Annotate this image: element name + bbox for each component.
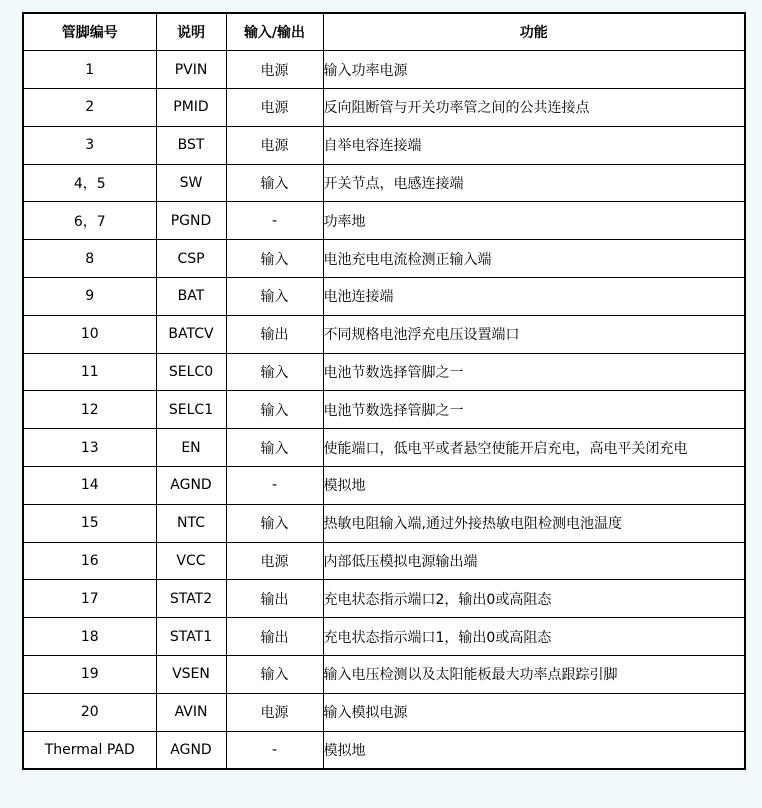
pin-name-cell: AGND — [156, 467, 226, 505]
pin-function-cell: 反向阻断管与开关功率管之间的公共连接点 — [323, 89, 745, 127]
table-row — [23, 391, 745, 429]
pin-name-cell: SELC0 — [156, 353, 226, 391]
pin-name-cell: SELC1 — [156, 391, 226, 429]
table-row — [23, 202, 745, 240]
pin-function-cell: 电池节数选择管脚之一 — [323, 353, 745, 391]
pin-function-cell: 模拟地 — [323, 731, 745, 769]
pin-number-cell: 14 — [23, 467, 156, 505]
pin-io-cell: 电源 — [226, 126, 323, 164]
pin-io-cell: 电源 — [226, 89, 323, 127]
pin-number-cell: 6，7 — [23, 202, 156, 240]
pin-name-cell: STAT1 — [156, 618, 226, 656]
pin-io-cell: 输出 — [226, 315, 323, 353]
pin-function-cell: 输入功率电源 — [323, 51, 745, 89]
pin-io-cell: 输入 — [226, 656, 323, 694]
pin-number-cell: 1 — [23, 51, 156, 89]
pin-function-cell: 模拟地 — [323, 467, 745, 505]
pin-io-cell: 输入 — [226, 278, 323, 316]
pin-number-cell: 2 — [23, 89, 156, 127]
header-pin-number: 管脚编号 — [23, 13, 156, 51]
pin-name-cell: EN — [156, 429, 226, 467]
pin-name-cell: BATCV — [156, 315, 226, 353]
pin-number-cell: 3 — [23, 126, 156, 164]
pin-io-cell: - — [226, 467, 323, 505]
pin-number-cell: Thermal PAD — [23, 731, 156, 769]
pin-number-cell: 15 — [23, 504, 156, 542]
pin-name-cell: CSP — [156, 240, 226, 278]
pin-function-cell: 电池充电电流检测正输入端 — [323, 240, 745, 278]
table-row — [23, 580, 745, 618]
pin-function-cell: 功率地 — [323, 202, 745, 240]
pin-function-cell: 内部低压模拟电源输出端 — [323, 542, 745, 580]
pin-name-cell: BAT — [156, 278, 226, 316]
pin-number-cell: 13 — [23, 429, 156, 467]
pin-io-cell: 输入 — [226, 240, 323, 278]
pin-name-cell: BST — [156, 126, 226, 164]
pin-number-cell: 4，5 — [23, 164, 156, 202]
pin-name-cell: VSEN — [156, 656, 226, 694]
table-row — [23, 467, 745, 505]
table-row — [23, 126, 745, 164]
pin-function-cell: 开关节点，电感连接端 — [323, 164, 745, 202]
pin-name-cell: STAT2 — [156, 580, 226, 618]
pin-number-cell: 10 — [23, 315, 156, 353]
pin-name-cell: AVIN — [156, 693, 226, 731]
pin-name-cell: PVIN — [156, 51, 226, 89]
pin-io-cell: 输出 — [226, 618, 323, 656]
table-row — [23, 656, 745, 694]
pin-function-cell: 自举电容连接端 — [323, 126, 745, 164]
pin-function-cell: 电池节数选择管脚之一 — [323, 391, 745, 429]
pin-function-cell: 充电状态指示端口1，输出0或高阻态 — [323, 618, 745, 656]
pin-function-cell: 不同规格电池浮充电压设置端口 — [323, 315, 745, 353]
pin-function-cell: 充电状态指示端口2，输出0或高阻态 — [323, 580, 745, 618]
pin-number-cell: 11 — [23, 353, 156, 391]
pin-function-cell: 输入模拟电源 — [323, 693, 745, 731]
pin-io-cell: 电源 — [226, 51, 323, 89]
table-row — [23, 731, 745, 769]
pin-io-cell: 输入 — [226, 429, 323, 467]
pin-io-cell: - — [226, 202, 323, 240]
table-row — [23, 542, 745, 580]
pin-number-cell: 18 — [23, 618, 156, 656]
table-row — [23, 429, 745, 467]
table-row — [23, 51, 745, 89]
header-function: 功能 — [323, 13, 745, 51]
pin-io-cell: 电源 — [226, 693, 323, 731]
pin-number-cell: 19 — [23, 656, 156, 694]
pin-io-cell: 电源 — [226, 542, 323, 580]
pin-name-cell: AGND — [156, 731, 226, 769]
table-body — [23, 51, 745, 769]
pin-number-cell: 20 — [23, 693, 156, 731]
pin-function-cell: 电池连接端 — [323, 278, 745, 316]
pin-name-cell: PGND — [156, 202, 226, 240]
pin-function-cell: 使能端口，低电平或者悬空使能开启充电，高电平关闭充电 — [323, 429, 745, 467]
pin-name-cell: NTC — [156, 504, 226, 542]
pin-function-cell: 输入电压检测以及太阳能板最大功率点跟踪引脚 — [323, 656, 745, 694]
table-row — [23, 618, 745, 656]
table-row — [23, 504, 745, 542]
table-row — [23, 353, 745, 391]
pin-function-cell: 热敏电阻输入端,通过外接热敏电阻检测电池温度 — [323, 504, 745, 542]
pin-io-cell: 输出 — [226, 580, 323, 618]
pin-name-cell: VCC — [156, 542, 226, 580]
pin-number-cell: 8 — [23, 240, 156, 278]
pin-io-cell: 输入 — [226, 391, 323, 429]
pin-io-cell: 输入 — [226, 504, 323, 542]
pin-number-cell: 17 — [23, 580, 156, 618]
pin-name-cell: PMID — [156, 89, 226, 127]
table-row — [23, 89, 745, 127]
table-row — [23, 693, 745, 731]
header-input-output: 输入/输出 — [226, 13, 323, 51]
pin-name-cell: SW — [156, 164, 226, 202]
table-row — [23, 164, 745, 202]
pin-number-cell: 9 — [23, 278, 156, 316]
table-row — [23, 278, 745, 316]
pin-number-cell: 12 — [23, 391, 156, 429]
table-row — [23, 240, 745, 278]
pin-io-cell: - — [226, 731, 323, 769]
table-row — [23, 315, 745, 353]
pin-number-cell: 16 — [23, 542, 156, 580]
table-header-row — [23, 13, 745, 51]
header-description: 说明 — [156, 13, 226, 51]
pin-io-cell: 输入 — [226, 353, 323, 391]
pin-io-cell: 输入 — [226, 164, 323, 202]
pin-description-table — [22, 12, 746, 770]
